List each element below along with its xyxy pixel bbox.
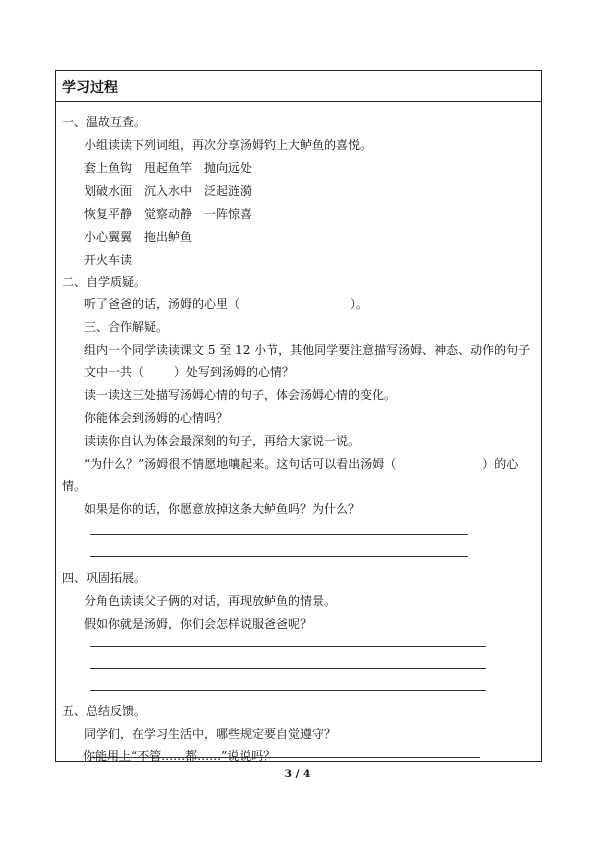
section3-line: 情。 [62,479,87,493]
section1-instruction: 小组读读下列词组，再次分享汤姆钓上大鲈鱼的喜悦。 [84,138,373,152]
word-row [84,253,132,267]
answer-line[interactable] [90,534,468,535]
text-fragment: 文中一共（ [84,365,145,379]
word-row [84,184,252,198]
page-number: 3 / 4 [284,768,311,780]
section3-line: 读读你自认为体会最深刻的句子，再给大家说一说。 [84,434,361,448]
section2-heading: 二、自学质疑。 [62,275,147,289]
section4-line: 假如你就是汤姆，你们会怎样说服爸爸呢？ [84,617,313,631]
section5-line: 你能用上“不管……都……”说说吗？ [83,749,276,763]
section3-line: 读一读这三处描写汤姆心情的句子，体会汤姆心情的变化。 [84,388,397,402]
word-item: 开火车读 [84,253,133,267]
title-row [56,71,541,102]
answer-line[interactable] [90,690,486,691]
section3-line: 组内一个同学读读课文 5 至 12 小节，其他同学要注意描写汤姆、神态、动作的句子 [84,343,531,357]
section-title: 学习过程 [62,80,118,96]
section4-heading: 四、巩固拓展。 [62,571,147,585]
text-fragment: 听了爸爸的话，汤姆的心里（ [84,297,241,311]
answer-line[interactable] [90,646,486,647]
word-item: 沉入水中 [144,184,193,198]
section1-heading: 一、温故互查。 [62,115,147,129]
section5-heading: 五、总结反馈。 [62,704,147,718]
word-item: 甩起鱼竿 [144,161,193,175]
text-fragment: ）的心 [482,457,519,471]
word-item: 觉察动静 [144,207,193,221]
word-item: 拖出鲈鱼 [144,230,193,244]
section3-line [84,365,294,379]
word-item: 套上鱼钩 [84,161,133,175]
section3-line: 如果是你的话，你愿意放掉这条大鲈鱼吗？为什么？ [84,502,361,516]
section3-heading: 三、合作解疑。 [84,320,169,334]
word-item: 小心翼翼 [84,230,133,244]
text-fragment: “为什么？”汤姆很不情愿地嚷起来。这句话可以看出汤姆（ [84,457,397,471]
text-fragment: ）处写到汤姆的心情？ [174,365,295,379]
word-row [84,207,252,221]
word-item: 抛向远处 [204,161,253,175]
answer-line[interactable] [90,668,486,669]
word-item: 划破水面 [84,184,133,198]
text-fragment: ）。 [350,297,369,311]
answer-line[interactable] [90,556,468,557]
section5-line: 同学们，在学习生活中，哪些规定要自觉遵守？ [84,727,337,741]
word-item: 恢复平静 [84,207,133,221]
section4-line: 分角色读读父子俩的对话，再现放鲈鱼的情景。 [84,594,337,608]
section3-line: 你能体会到汤姆的心情吗？ [84,411,229,425]
worksheet-table [55,70,542,762]
section2-line1 [84,297,368,311]
word-item: 一阵惊喜 [204,207,253,221]
word-row [84,161,252,175]
word-item: 泛起涟漪 [204,184,253,198]
section3-line [84,457,518,471]
word-row [84,230,192,244]
